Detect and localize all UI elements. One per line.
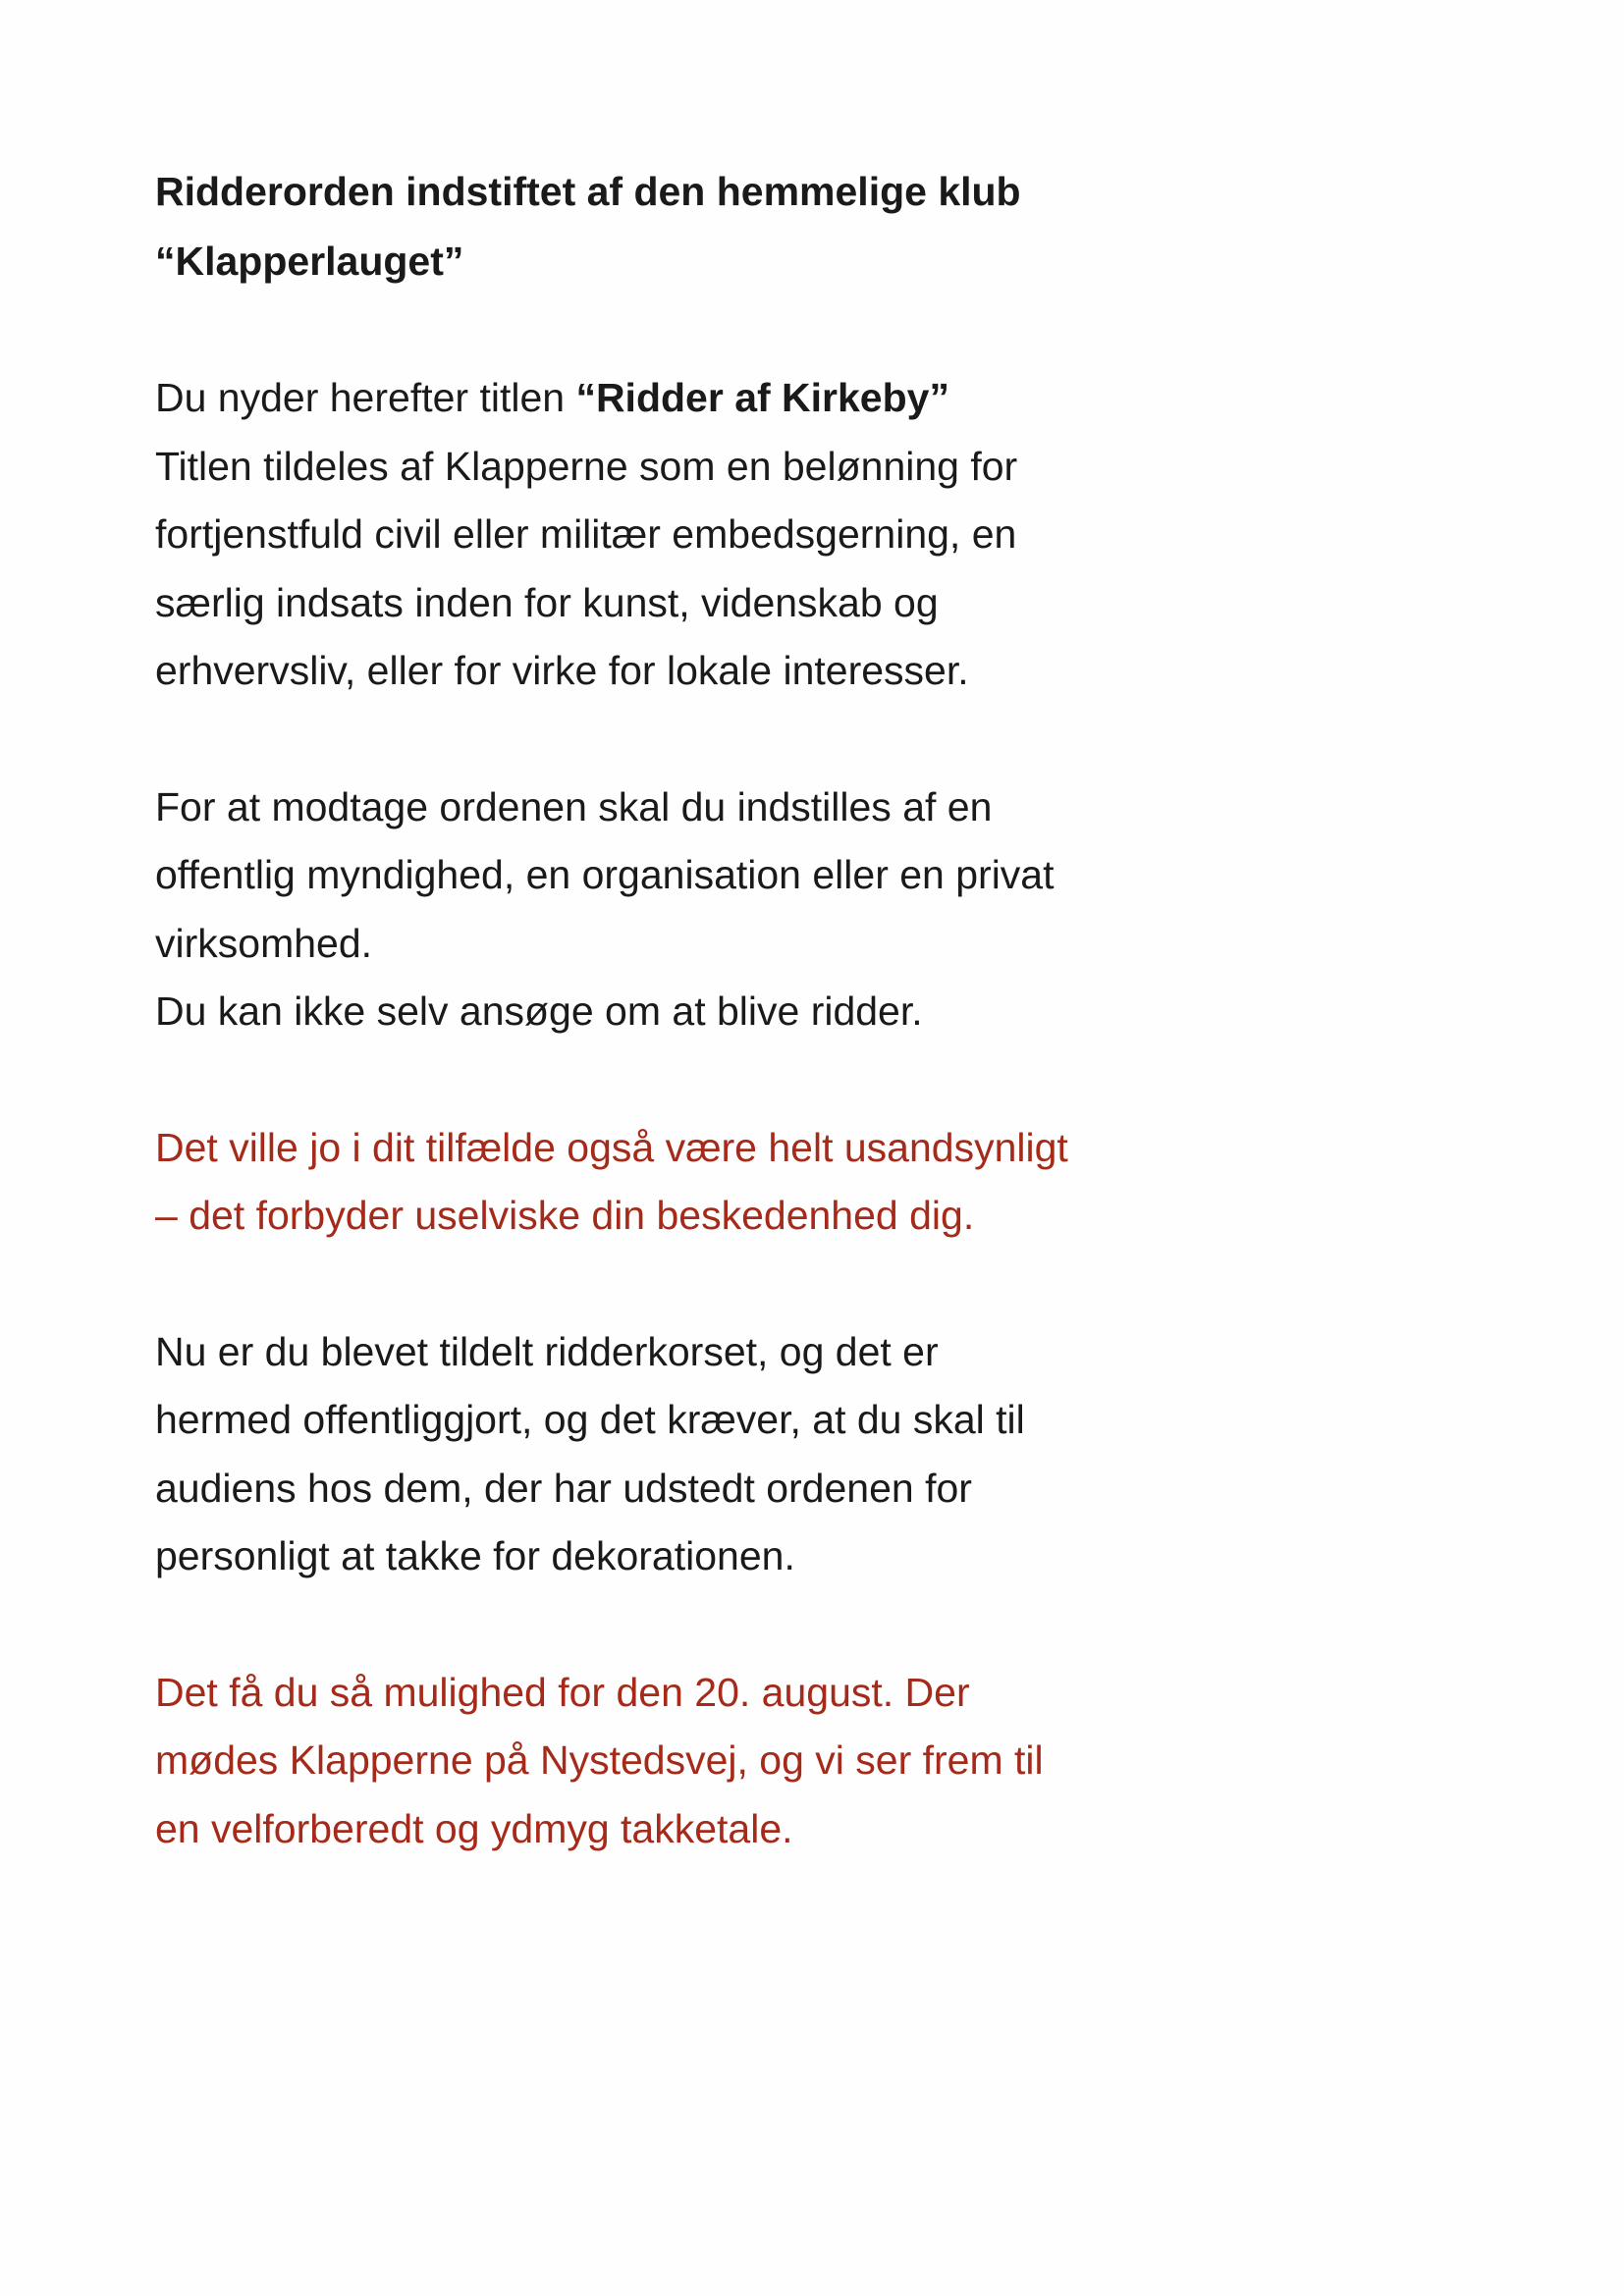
intro-line: fortjenstfuld civil eller militær embedsgerning, en [155,511,1017,557]
intro-line: erhvervsliv, eller for virke for lokale interesser. [155,648,969,693]
nomination-line: offentlig myndighed, en organisation eller en privat [155,852,1055,897]
spacer [155,1251,1235,1318]
intro-line: Titlen tildeles af Klapperne som en belønning for [155,443,1018,489]
spacer [155,296,1235,364]
spacer [155,706,1235,774]
award-line: personligt at takke for dekorationen. [155,1533,795,1578]
spacer [155,1046,1235,1114]
remark-paragraph-1 [155,1114,1235,1251]
remark2-line: en velforberedt og ydmyg takketale. [155,1805,793,1851]
intro-prefix: Du nyder herefter titlen [155,375,576,420]
title-line-2: “Klapperlauget” [155,239,464,284]
award-line: Nu er du blevet tildelt ridderkorset, og det er [155,1328,939,1374]
remark-paragraph-2 [155,1659,1235,1864]
document-page [155,157,1235,1863]
spacer [155,1591,1235,1659]
nomination-line: Du kan ikke selv ansøge om at blive ridder. [155,988,923,1034]
intro-line: særlig indsats inden for kunst, videnskab og [155,579,939,625]
nomination-line: virksomhed. [155,920,373,966]
knight-title: “Ridder af Kirkeby” [575,375,949,420]
remark2-line: mødes Klapperne på Nystedsvej, og vi ser frem til [155,1737,1044,1783]
nomination-line: For at modtage ordenen skal du indstilles af en [155,783,993,829]
remark1-line: – det forbyder uselviske din beskedenhed dig. [155,1193,975,1238]
document-title [155,157,1235,296]
award-line: audiens hos dem, der har udstedt ordenen for [155,1465,972,1511]
remark1-line: Det ville jo i dit tilfælde også være helt usandsynligt [155,1124,1068,1170]
award-paragraph [155,1318,1235,1591]
intro-title-line [155,364,1235,433]
award-line: hermed offentliggjort, og det kræver, at du skal til [155,1397,1025,1442]
nomination-paragraph [155,774,1235,1046]
intro-paragraph [155,364,1235,706]
title-line-1: Ridderorden indstiftet af den hemmelige klub [155,169,1021,214]
remark2-line: Det få du så mulighed for den 20. august. Der [155,1669,970,1715]
